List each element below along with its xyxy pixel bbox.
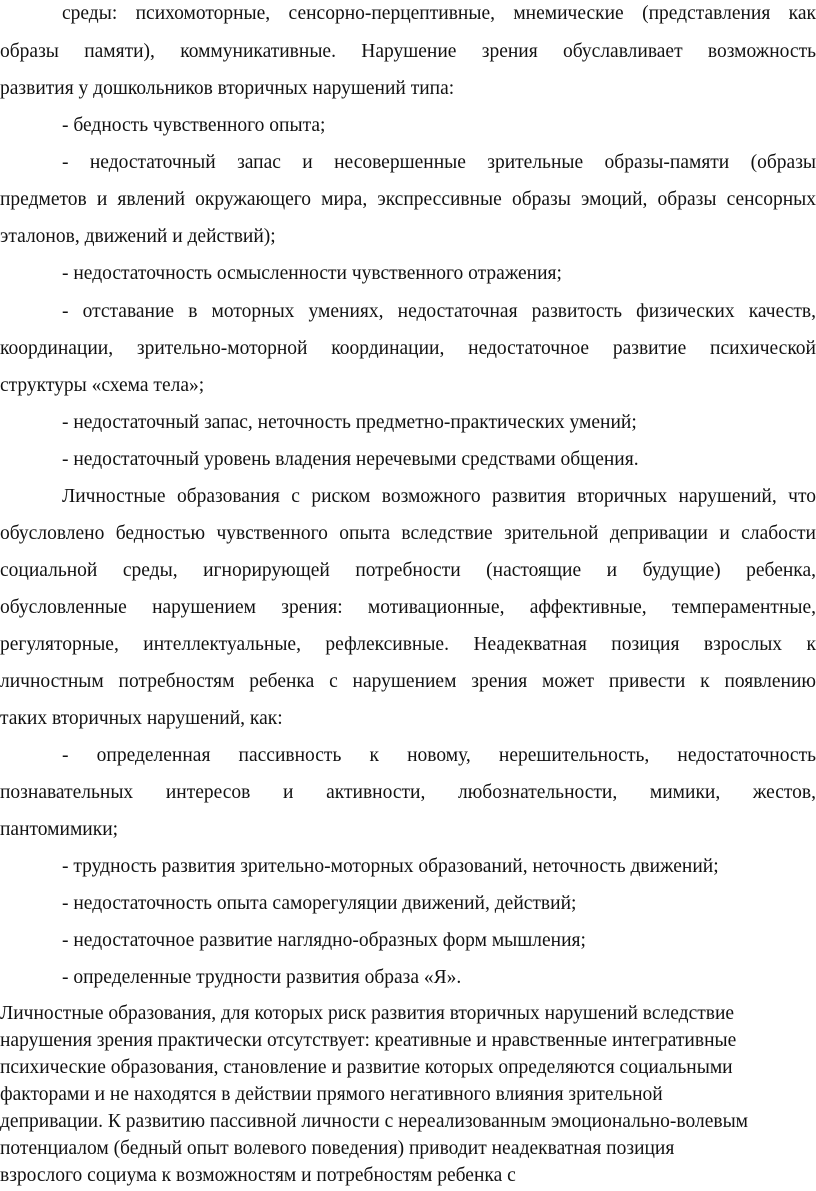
text-line: среды: психомоторные, сенсорно-перцептивные, мнемические (представления как <box>62 3 816 24</box>
text-line: структуры «схема тела»; <box>0 375 205 396</box>
text-line: развития у дошкольников вторичных нарушений типа: <box>0 78 455 99</box>
text-line: предметов и явлений окружающего мира, экспрессивные образы эмоций, образы сенсорных <box>0 189 816 210</box>
text-line: регуляторные, интеллектуальные, рефлексивные. Неадекватная позиция взрослых к <box>0 634 816 655</box>
text-line: психические образования, становление и развитие которых определяются социальными <box>0 1057 733 1078</box>
text-line: взрослого социума к возможностям и потребностям ребенка с <box>0 1165 516 1186</box>
text-line: образы памяти), коммуникативные. Нарушение зрения обуславливает возможность <box>0 41 816 62</box>
list-item: - недостаточный уровень владения неречевыми средствами общения. <box>62 449 639 470</box>
text-line: таких вторичных нарушений, как: <box>0 708 283 729</box>
list-item: - недостаточность осмысленности чувственного отражения; <box>62 263 562 284</box>
list-item: - недостаточное развитие наглядно-образных форм мышления; <box>62 930 586 951</box>
text-line: Личностные образования, для которых риск развития вторичных нарушений вследствие <box>0 1003 735 1024</box>
paragraph-start: Личностные образования с риском возможного развития вторичных нарушений, что <box>62 486 816 507</box>
text-line: пантомимики; <box>0 819 119 840</box>
list-item: - недостаточный запас, неточность предметно-практических умений; <box>62 412 637 433</box>
list-item: - бедность чувственного опыта; <box>62 115 326 136</box>
text-line: потенциалом (бедный опыт волевого поведения) приводит неадекватная позиция <box>0 1138 675 1159</box>
list-item: - отставание в моторных умениях, недостаточная развитость физических качеств, <box>62 301 816 322</box>
text-line: познавательных интересов и активности, любознательности, мимики, жестов, <box>0 782 816 803</box>
text-line: социальной среды, игнорирующей потребности (настоящие и будущие) ребенка, <box>0 560 816 581</box>
text-line: нарушения зрения практически отсутствует: креативные и нравственные интегративные <box>0 1030 737 1051</box>
list-item: - определенная пассивность к новому, нерешительность, недостаточность <box>62 745 816 766</box>
list-item: - трудность развития зрительно-моторных образований, неточность движений; <box>62 856 719 877</box>
text-line: обусловленные нарушением зрения: мотивационные, аффективные, темпераментные, <box>0 597 816 618</box>
text-line: факторами и не находятся в действии прямого негативного влияния зрительной <box>0 1084 663 1105</box>
text-line: координации, зрительно-моторной координации, недостаточное развитие психической <box>0 338 816 359</box>
list-item: - недостаточность опыта саморегуляции движений, действий; <box>62 893 577 914</box>
text-line: эталонов, движений и действий); <box>0 226 276 247</box>
list-item: - недостаточный запас и несовершенные зрительные образы-памяти (образы <box>62 152 816 173</box>
list-item: - определенные трудности развития образа «Я». <box>62 967 462 988</box>
text-line: депривации. К развитию пассивной личности с нереализованным эмоционально-волевым <box>0 1111 749 1132</box>
text-line: личностным потребностям ребенка с нарушением зрения может привести к появлению <box>0 671 816 692</box>
text-line: обусловлено бедностью чувственного опыта вследствие зрительной депривации и слабости <box>0 523 816 544</box>
